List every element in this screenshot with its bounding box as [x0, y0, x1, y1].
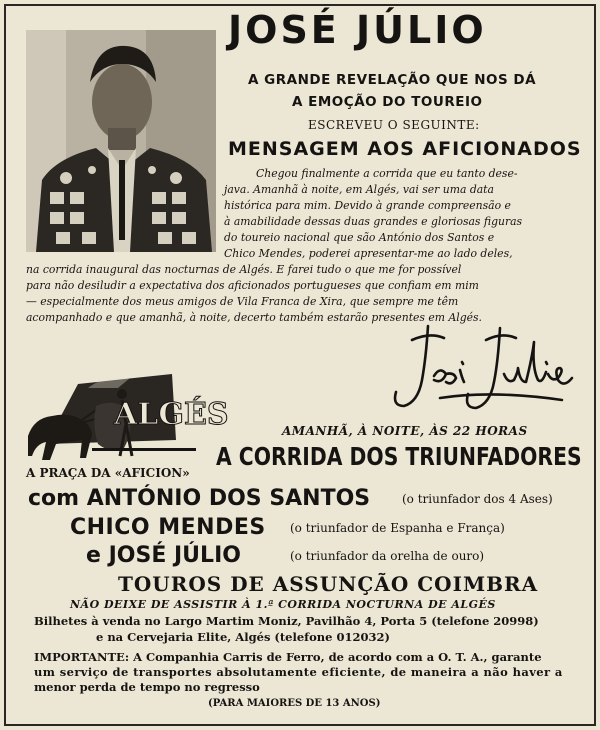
- important-line-1: IMPORTANTE: A Companhia Carris de Ferro, de acordo com a O. T. A., garante: [34, 650, 542, 664]
- bullfighter-2-note: (o triunfador de Espanha e França): [290, 521, 505, 535]
- bulls-breeder: TOUROS DE ASSUNÇÃO COIMBRA: [118, 572, 539, 596]
- alges-bullring-logo: [26, 364, 229, 464]
- matador-name: JOSÉ JÚLIO: [228, 8, 487, 52]
- message-line: à amabilidade dessas duas grandes e gloriosas figuras: [224, 215, 523, 228]
- message-line: do toureio nacional que são António dos Santos e: [224, 231, 495, 244]
- important-line-2: um serviço de transportes absolutamente eficiente, de maneira a não haver a: [34, 665, 563, 679]
- bull-and-bullfighter-illustration: [26, 364, 229, 464]
- message-title: MENSAGEM AOS AFICIONADOS: [228, 138, 582, 160]
- message-line: java. Amanhã à noite, em Algés, vai ser uma data: [224, 183, 494, 196]
- bullfighter-2: CHICO MENDES: [70, 515, 266, 540]
- important-line-3: menor perda de tempo no regresso: [34, 680, 260, 694]
- message-line: para não desiludir a expectativa dos aficionados portugueses que confiam em mim: [26, 279, 479, 292]
- wrote-label: ESCREVEU O SEGUINTE:: [308, 118, 480, 132]
- bullfighter-1: com ANTÓNIO DOS SANTOS: [28, 486, 371, 511]
- bullfighter-3-note: (o triunfador da orelha de ouro): [290, 549, 485, 563]
- message-line: histórica para mim. Devido à grande compreensão e: [224, 199, 511, 212]
- age-restriction: (PARA MAIORES DE 13 ANOS): [208, 698, 381, 709]
- matador-portrait-image: [26, 30, 216, 252]
- message-line: acompanhado e que amanhã, à noite, decerto também estarão presentes em Algés.: [26, 311, 482, 324]
- tagline-line-1: A GRANDE REVELAÇÃO QUE NOS DÁ: [248, 72, 537, 88]
- dont-miss-line: NÃO DEIXE DE ASSISTIR À 1.ª CORRIDA NOCTURNA DE ALGÉS: [70, 598, 496, 611]
- message-line: Chico Mendes, poderei apresentar-me ao lado deles,: [224, 247, 513, 260]
- message-line: Chegou finalmente a corrida que eu tanto dese-: [256, 167, 518, 180]
- venue-tagline: A PRAÇA DA «AFICION»: [26, 466, 190, 480]
- bullfighter-3: e JOSÉ JÚLIO: [86, 543, 241, 568]
- handwritten-signature: [382, 318, 577, 418]
- tagline-line-2: A EMOÇÃO DO TOUREIO: [292, 94, 483, 110]
- tickets-line-2: e na Cervejaria Elite, Algés (telefone 012032): [96, 630, 390, 644]
- event-title: A CORRIDA DOS TRIUNFADORES: [216, 442, 582, 471]
- message-line: na corrida inaugural das nocturnas de Algés. E farei tudo o que me for possível: [26, 263, 462, 276]
- logo-lettering: ALGÉS: [114, 397, 229, 432]
- matador-photo: [26, 30, 216, 252]
- event-time: AMANHÃ, À NOITE, ÀS 22 HORAS: [282, 424, 528, 438]
- bullfighter-1-note: (o triunfador dos 4 Ases): [402, 492, 553, 506]
- tickets-line-1: Bilhetes à venda no Largo Martim Moniz, Pavilhão 4, Porta 5 (telefone 20998): [34, 614, 539, 628]
- message-line: — especialmente dos meus amigos de Vila Franca de Xira, que sempre me têm: [26, 295, 459, 308]
